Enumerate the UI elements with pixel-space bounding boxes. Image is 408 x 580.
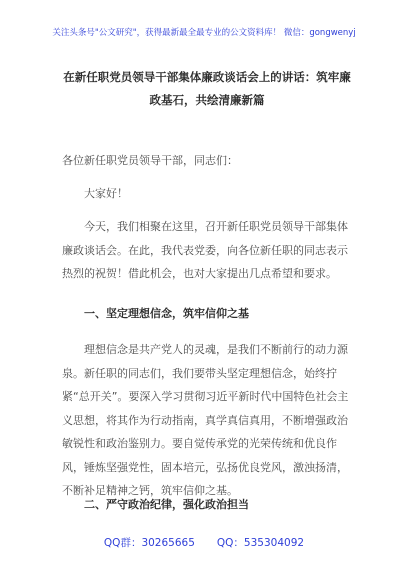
intro-paragraph: 今天，我们相聚在这里，召开新任职党员领导干部集体廉政谈话会。在此，我代表党委，向各位新任职的同志表示热烈的祝贺！借此机会，也对大家提出几点希望和要求。 (62, 220, 348, 280)
header-promo-note: 关注头条号"公文研究"，获得最新最全最专业的公文资料库！ 微信：gongwenyj (52, 28, 356, 38)
footer-contact (0, 535, 408, 550)
greeting: 大家好！ (84, 187, 128, 200)
salutation: 各位新任职党员领导干部，同志们： (62, 154, 238, 167)
section-1-heading: 一、坚定理想信念，筑牢信仰之基 (84, 307, 249, 320)
section-2-heading: 二、严守政治纪律，强化政治担当 (84, 498, 249, 511)
section-1-paragraph: 理想信念是共产党人的灵魂，是我们不断前行的动力源泉。新任职的同志们，我们要带头坚定理想信念，始终拧紧“总开关”。要深入学习贯彻习近平新时代中国特色社会主义思想，将其作为行动指南，真学真信真用，不断增强政治敏锐性和政治鉴别力。要自觉传承党的光荣传统和优良作风，锤炼坚强党性，固本培元，弘扬优良党风，激浊扬清，不断补足精神之钙，筑牢信仰之基。 (62, 343, 349, 497)
document-title: 在新任职党员领导干部集体廉政谈话会上的讲话：筑牢廉政基石，共绘清廉新篇 (63, 70, 351, 107)
footer-qq: QQ：535304092 (216, 537, 305, 549)
footer-qq-group: QQ群：30265665 (103, 537, 195, 549)
